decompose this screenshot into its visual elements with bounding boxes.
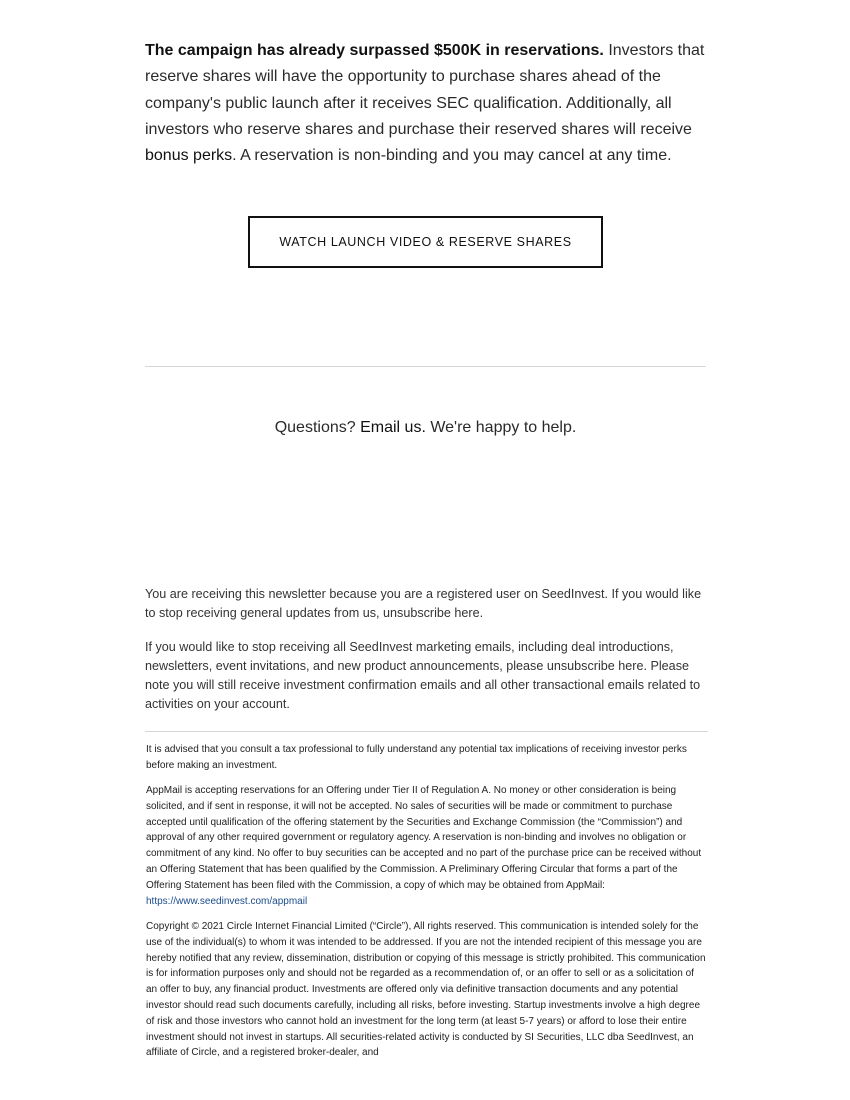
marketing-note [145, 638, 709, 714]
offering-disclaimer [146, 783, 706, 909]
email-us-link[interactable]: Email us. [360, 419, 426, 436]
newsletter-note-text: You are receiving this newsletter because you are a registered user on SeedInvest. If you would like to stop receiving general updates from us, [145, 587, 702, 620]
intro-text-end: . A reservation is non-binding and you may cancel at any time. [232, 147, 672, 165]
marketing-note-text: If you would like to stop receiving all SeedInvest marketing emails, including deal introductions, newsletters, event invitations, and new product announcements, please [145, 640, 674, 673]
campaign-intro-paragraph [145, 38, 709, 169]
offering-disclaimer-text: AppMail is accepting reservations for an Offering under Tier II of Regulation A. No money or other consideration is being solicited, and if sent in response, it will not be accepted. No sales of securities will be made or commitment to purchase accepted until qualification of the offering statement by the Securities and Exchange Commission (the “Commission”) and approval of any other required government or regulatory agency. A reservation is non-binding and involves no obligation or commitment of any kind. No offer to buy securities can be accepted and no part of the purchase price can be received without an Offering Statement that has been qualified by the Commission. A Preliminary Offering Circular that forms a part of the Offering Statement has been filed with the Commission, a copy of which may be obtained from AppMail: [146, 785, 702, 891]
appmail-offering-link[interactable]: https://www.seedinvest.com/appmail [146, 895, 308, 907]
watch-video-reserve-button[interactable]: WATCH LAUNCH VIDEO & RESERVE SHARES [248, 216, 603, 268]
bonus-perks-link[interactable]: bonus perks [145, 147, 233, 165]
tax-disclaimer: It is advised that you consult a tax professional to fully understand any potential tax implications of receiving investor perks before making an investment. [146, 744, 687, 771]
questions-line [145, 419, 706, 437]
cta-container [248, 216, 603, 268]
marketing-note-end: . Please note you will still receive investment confirmation emails and all other transactional emails related to activities on your account. [145, 659, 701, 711]
divider [145, 366, 706, 367]
intro-text: Investors that reserve shares will have the opportunity to purchase shares ahead of the company's public launch after it receives SEC qualification. Additionally, all investors who reserve shares and purchase their reserved shares will receive [145, 42, 705, 138]
questions-text: Questions? [274, 419, 361, 436]
newsletter-note [145, 585, 709, 623]
footer-divider [145, 731, 708, 732]
copyright-disclaimer: Copyright © 2021 Circle Internet Financial Limited (“Circle”), All rights reserved. This communication is intended solely for the use of the individual(s) to whom it was intended to be addressed. If you are not the intended recipient of this message you are hereby notified that any review, dissemination, distribution or copying of this message is strictly prohibited. This communication is for information purposes only and should not be regarded as a recommendation of, or an offer to sell or as a solicitation of an offer to buy, any financial product. Investments are offered only via definitive transaction documents and any potential investor should read such documents carefully, including all risks, before investing. Startup investments involve a high degree of risk and those investors who cannot hold an investment for the long term (at least 5-7 years) or afford to lose their entire investment should not invest in startups. All securities-related activity is conducted by SI Securities, LLC dba SeedInvest, an affiliate of Circle, and a registered broker-dealer, and [146, 921, 706, 1059]
questions-text-end: We're happy to help. [425, 419, 577, 436]
unsubscribe-general-link[interactable]: unsubscribe here [383, 606, 480, 620]
unsubscribe-marketing-link[interactable]: unsubscribe here [546, 659, 644, 673]
intro-bold-lead: The campaign has already surpassed $500K in reservations. [145, 42, 604, 59]
newsletter-note-end: . [479, 606, 484, 620]
